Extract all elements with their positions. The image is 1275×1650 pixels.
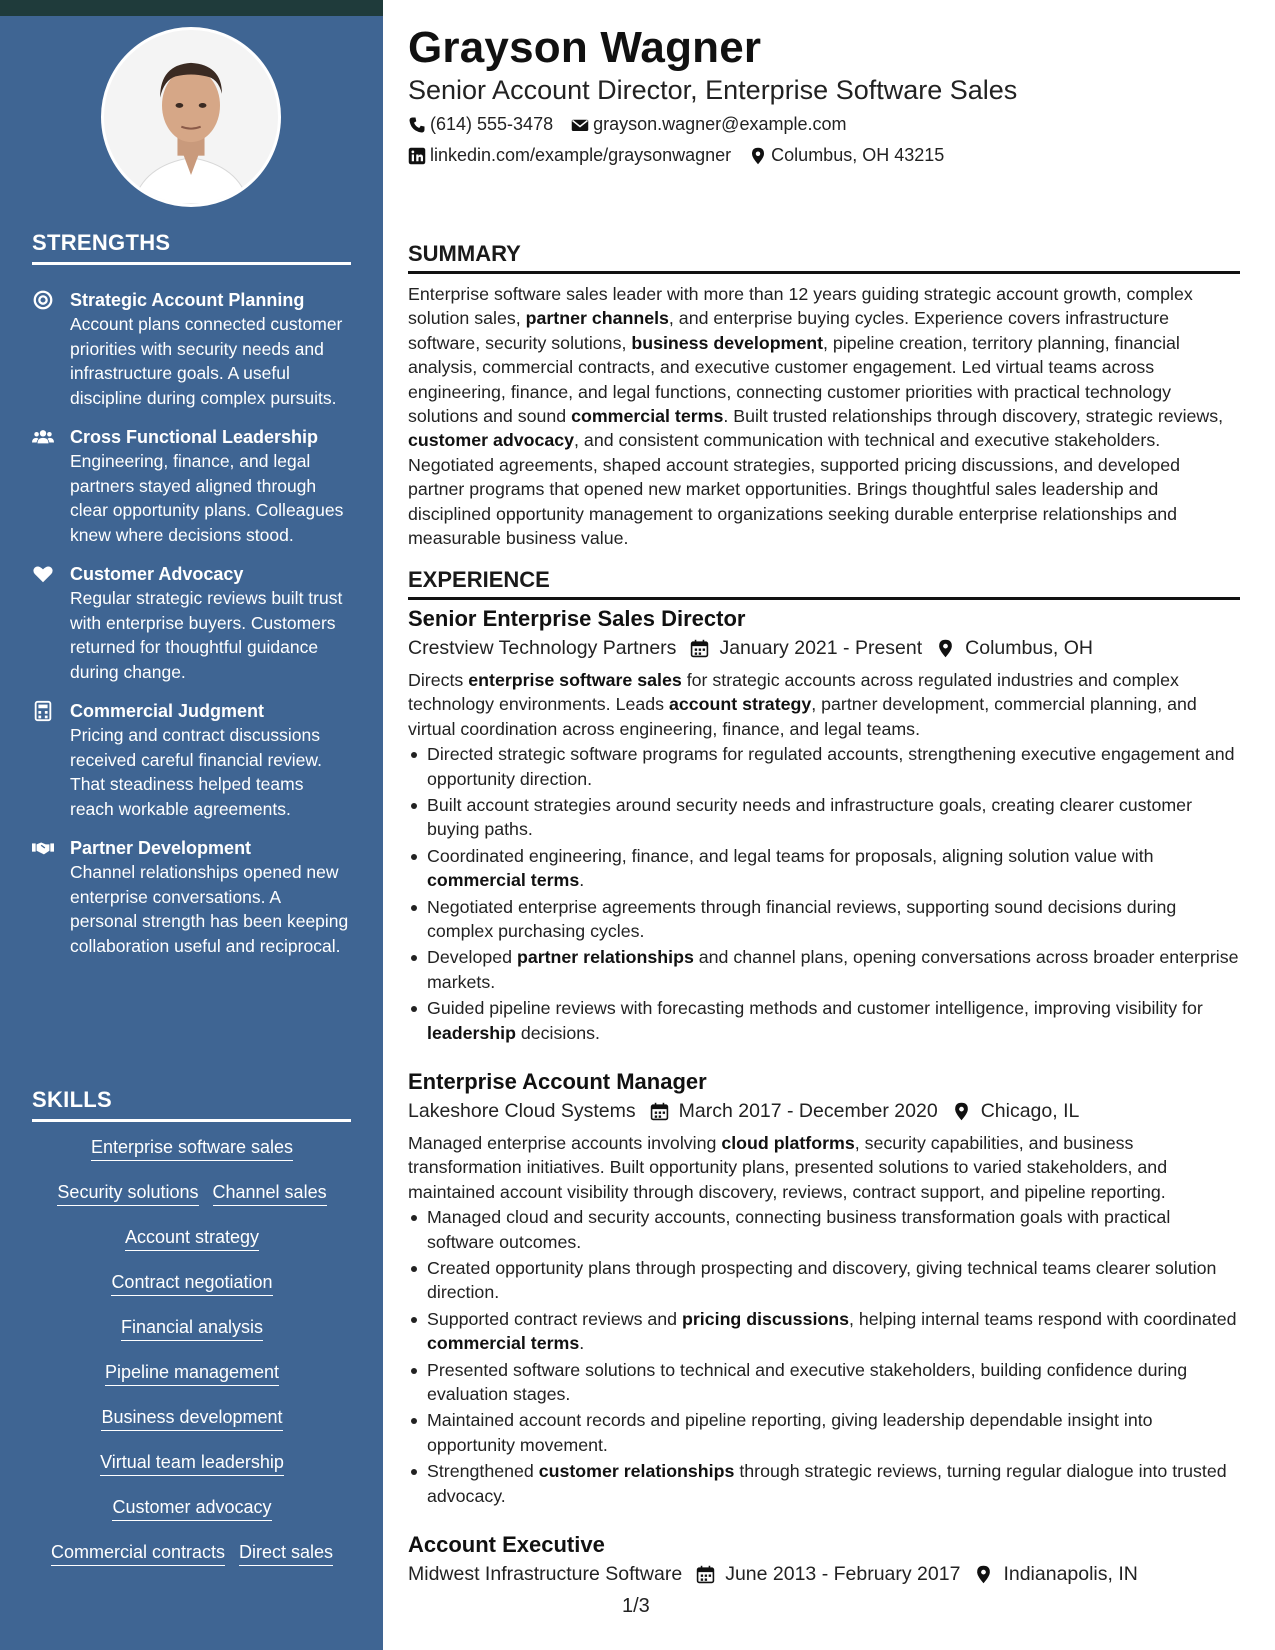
- job-bullets: [408, 742, 1240, 1045]
- sidebar-top-bar: [0, 0, 383, 16]
- phone-icon: [408, 116, 426, 134]
- skill-tag: Customer advocacy: [112, 1494, 271, 1521]
- strength-title: Strategic Account Planning: [70, 290, 305, 310]
- strength-item: [32, 699, 352, 821]
- skill-tag: Business development: [101, 1404, 282, 1431]
- strength-item: [32, 288, 352, 410]
- text-run: , and enterprise buying cycles. Experience covers infrastructure software, security solutions,: [408, 308, 1170, 353]
- bullet-item: [408, 1459, 1240, 1508]
- job-meta: [408, 1563, 1240, 1586]
- strength-title: Cross Functional Leadership: [70, 427, 319, 447]
- bullet-item: [408, 1205, 1240, 1254]
- job-description: [408, 1131, 1240, 1204]
- job-meta: [408, 1100, 1240, 1123]
- strengths-list: [32, 288, 352, 973]
- bold-text: commercial terms: [571, 406, 724, 427]
- bullet-item: [408, 793, 1240, 842]
- summary-text: [408, 282, 1240, 550]
- job-dates: June 2013 - February 2017: [725, 1563, 961, 1585]
- skill-tag: Financial analysis: [121, 1314, 263, 1341]
- strength-description: Account plans connected customer priorities with security needs and infrastructure goals. A useful discipline during complex pursuits.: [70, 314, 343, 408]
- text-run: , pipeline creation, territory planning, financial analysis, commercial contracts, and executive customer engagement. Led virtual teams across engineering, finance, and legal functions, connecting customer priorities with practical technology solutions and sound: [408, 332, 1180, 427]
- email-address: grayson.wagner@example.com: [593, 114, 847, 134]
- text-run: Directed strategic software programs for regulated accounts, strengthening executive engagement and opportunity direction.: [427, 744, 1235, 789]
- job-location: Columbus, OH: [965, 637, 1094, 659]
- text-run: decisions.: [515, 1022, 600, 1043]
- company-name: Lakeshore Cloud Systems: [408, 1100, 636, 1122]
- job-location: Chicago, IL: [980, 1100, 1080, 1122]
- company-name: Crestview Technology Partners: [408, 637, 677, 659]
- skill-tag: Enterprise software sales: [91, 1134, 293, 1161]
- text-run: Negotiated enterprise agreements through financial reviews, supporting sound decisions during complex purchasing cycles.: [427, 896, 1177, 942]
- strength-description: Pricing and contract discussions received careful financial review. That steadiness helped teams reach workable agreements.: [70, 725, 322, 819]
- text-run: Developed: [427, 947, 517, 968]
- text-run: and channel plans, opening conversations across broader enterprise markets.: [427, 947, 1239, 992]
- text-run: Built account strategies around security needs and infrastructure goals, creating clearer customer buying paths.: [427, 795, 1192, 840]
- bold-text: cloud platforms: [721, 1133, 855, 1153]
- text-run: Managed enterprise accounts involving: [408, 1133, 722, 1153]
- bold-text: enterprise software sales: [468, 670, 682, 690]
- job-location: Indianapolis, IN: [1003, 1563, 1138, 1585]
- text-run: Created opportunity plans through prospecting and discovery, giving technical teams clearer solution direction.: [427, 1258, 1217, 1303]
- bold-text: commercial terms: [427, 870, 580, 891]
- bold-text: customer advocacy: [408, 430, 575, 451]
- text-run: Coordinated engineering, finance, and legal teams for proposals, aligning solution value with: [427, 845, 1154, 866]
- text-run: , and consistent communication with technical and executive stakeholders. Negotiated agreements, shaped account strategies, supported pricing discussions, and developed partner programs that opened new market opportunities. Brings thoughtful sales leadership and disciplined opportunity management to organizations seeking durable enterprise relationships and measurable business value.: [408, 430, 1180, 549]
- bold-text: leadership: [427, 1022, 516, 1043]
- page-number: 1/3: [622, 1595, 650, 1617]
- strength-description: Channel relationships opened new enterprise conversations. A personal strength has been keeping collaboration useful and reciprocal.: [70, 862, 349, 956]
- text-run: Supported contract reviews and: [427, 1308, 683, 1329]
- text-run: Maintained account records and pipeline reporting, giving leadership dependable insight into opportunity movement.: [427, 1410, 1153, 1455]
- text-run: Guided pipeline reviews with forecasting methods and customer intelligence, improving visibility for: [427, 998, 1203, 1019]
- bullet-item: [408, 996, 1240, 1045]
- map-pin-icon: [936, 639, 955, 658]
- bullet-item: [408, 895, 1240, 944]
- skill-tag: Virtual team leadership: [100, 1449, 284, 1476]
- text-run: Enterprise software sales leader with more than 12 years guiding strategic account growth, complex solution sales,: [408, 284, 1193, 329]
- bullet-item: [408, 742, 1240, 791]
- map-pin-icon: [952, 1102, 971, 1121]
- job-bullets: [408, 1205, 1240, 1508]
- contact-row-1: [408, 114, 846, 135]
- calculator-icon: [32, 700, 54, 722]
- bullet-item: [408, 844, 1240, 893]
- text-run: Directs: [408, 670, 469, 690]
- summary-heading: SUMMARY: [408, 241, 1240, 274]
- calendar-icon: [650, 1102, 669, 1121]
- skills-heading: SKILLS: [32, 1087, 351, 1122]
- job-entry: [408, 606, 1240, 1047]
- text-run: , partner development, commercial planning, and virtual coordination across engineering, finance, and legal teams.: [408, 694, 1197, 739]
- bold-text: partner relationships: [516, 947, 694, 968]
- text-run: .: [579, 1333, 585, 1354]
- linkedin-contact[interactable]: [408, 145, 731, 166]
- bold-text: customer relationships: [538, 1461, 735, 1482]
- skills-list: [32, 1133, 352, 1583]
- linkedin-url: linkedin.com/example/graysonwagner: [430, 145, 732, 165]
- bold-text: account strategy: [668, 694, 812, 715]
- bold-text: partner channels: [525, 308, 669, 329]
- skill-tag: Security solutions: [57, 1179, 198, 1206]
- job-entry: [408, 1069, 1240, 1510]
- handshake-icon: [32, 837, 54, 859]
- sidebar: [0, 0, 383, 1650]
- bold-text: business development: [631, 332, 824, 353]
- text-run: . Built trusted relationships through discovery, strategic reviews,: [723, 406, 1224, 427]
- strength-item: [32, 562, 352, 684]
- map-pin-icon: [749, 147, 767, 165]
- text-run: .: [579, 870, 585, 891]
- location-text: Columbus, OH 43215: [771, 145, 945, 165]
- strength-item: [32, 836, 352, 958]
- linkedin-icon: [408, 147, 426, 165]
- phone-contact[interactable]: [408, 114, 553, 135]
- text-run: for strategic accounts across regulated industries and complex technology environments. Leads: [408, 670, 1179, 715]
- skill-tag: Channel sales: [213, 1179, 327, 1206]
- avatar-icon: [104, 30, 278, 204]
- phone-number: (614) 555-3478: [430, 114, 554, 134]
- job-entry: [408, 1532, 1240, 1586]
- strength-title: Partner Development: [70, 838, 252, 858]
- bullet-item: [408, 945, 1240, 994]
- text-run: Strengthened: [427, 1461, 539, 1482]
- text-run: , helping internal teams respond with coordinated: [849, 1308, 1237, 1329]
- bold-text: commercial terms: [427, 1333, 580, 1354]
- location-contact: [749, 145, 944, 166]
- experience-heading: EXPERIENCE: [408, 567, 1240, 600]
- contact-row-2: [408, 145, 944, 166]
- company-name: Midwest Infrastructure Software: [408, 1563, 683, 1585]
- text-run: , security capabilities, and business transformation initiatives. Built opportunity plans, presented solutions to varied stakeholders, and maintained account visibility through discovery, reviews, contract support, and pipeline reporting.: [408, 1133, 1168, 1202]
- job-title: Account Executive: [408, 1532, 605, 1557]
- job-title: Enterprise Account Manager: [408, 1069, 707, 1094]
- job-dates: March 2017 - December 2020: [678, 1100, 938, 1122]
- profile-photo: [101, 27, 281, 207]
- job-description: [408, 668, 1240, 741]
- users-icon: [32, 426, 54, 448]
- candidate-name: Grayson Wagner: [408, 23, 762, 72]
- bold-text: pricing discussions: [682, 1308, 850, 1329]
- skill-tag: Pipeline management: [105, 1359, 279, 1386]
- email-contact[interactable]: [571, 114, 846, 135]
- heart-icon: [32, 563, 54, 585]
- job-dates: January 2021 - Present: [719, 637, 923, 659]
- strengths-heading: STRENGTHS: [32, 230, 351, 265]
- bullet-item: [408, 1307, 1240, 1356]
- strength-title: Commercial Judgment: [70, 701, 265, 721]
- calendar-icon: [690, 639, 709, 658]
- envelope-icon: [571, 116, 589, 134]
- skill-tag: Account strategy: [125, 1224, 259, 1251]
- skill-tag: Direct sales: [239, 1539, 333, 1566]
- text-run: Presented software solutions to technical and executive stakeholders, building confidence during evaluation stages.: [427, 1359, 1188, 1405]
- strength-item: [32, 425, 352, 547]
- text-run: through strategic reviews, turning regular dialogue into trusted advocacy.: [427, 1461, 1227, 1506]
- job-meta: [408, 637, 1240, 660]
- map-pin-icon: [974, 1565, 993, 1584]
- skill-tag: Commercial contracts: [51, 1539, 225, 1566]
- candidate-title: Senior Account Director, Enterprise Software Sales: [408, 75, 1018, 105]
- calendar-icon: [696, 1565, 715, 1584]
- strength-description: Regular strategic reviews built trust with enterprise buyers. Customers returned for thoughtful guidance during change.: [70, 588, 343, 682]
- bullet-item: [408, 1256, 1240, 1305]
- bullet-item: [408, 1408, 1240, 1457]
- strength-title: Customer Advocacy: [70, 564, 244, 584]
- text-run: Managed cloud and security accounts, connecting business transformation goals with practical software outcomes.: [427, 1207, 1171, 1252]
- bullet-item: [408, 1358, 1240, 1407]
- skill-tag: Contract negotiation: [111, 1269, 272, 1296]
- target-icon: [32, 289, 54, 311]
- strength-description: Engineering, finance, and legal partners stayed aligned through clear opportunity plans. Colleagues knew where decisions stood.: [70, 451, 344, 545]
- job-title: Senior Enterprise Sales Director: [408, 606, 746, 631]
